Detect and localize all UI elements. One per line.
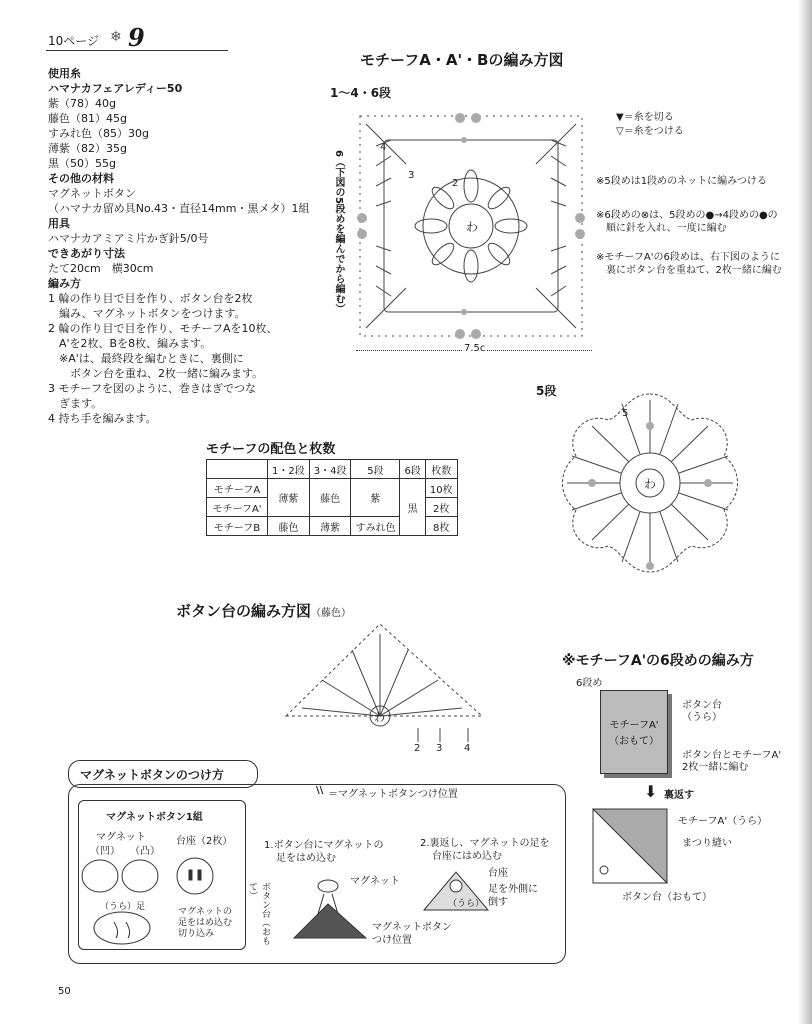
table-cell: 藤色 [309,479,351,517]
size-heading: できあがり寸法 [48,247,125,260]
row-number: 3 [436,743,443,752]
method-step: 1 輪の作り目で目を作り、ボタン台を2枚 [48,292,253,305]
button-base-title-text: ボタン台の編み方図 [176,602,312,620]
button-base-diagram [282,620,492,752]
flipped-motif-diagram [592,808,668,884]
center-ring-label: わ [466,220,479,234]
method-heading: 編み方 [48,277,81,290]
step1-side-label: ボタン台（おもて） [247,882,270,945]
table-row [207,479,458,498]
table-cell: モチーフA' [207,498,268,517]
base-label: 台座（2枚） [176,836,233,847]
step1-line1: 1.ボタン台にマグネットの [264,840,384,851]
rounds-label: 1〜4・6段 [330,86,392,100]
round5-diagram [552,386,748,580]
step1-magnet-label: マグネット [350,876,400,887]
table-header-cell: 枚数 [425,460,457,479]
table-cell: すみれ色 [351,517,400,536]
method-step: 4 持ち手を編みます。 [48,412,157,425]
base-back-label: ボタン台 [682,700,722,711]
note-line: 裏にボタン台を重ねて、2枚一緒に編む [596,265,782,276]
step2-foot-label: 足を外側に [488,884,538,895]
other-line: マグネットボタン [48,187,136,200]
other-line: （ハマナカ留め具No.43・直径14mm・黒メタ）1組 [48,202,310,215]
table-header-cell: 5段 [351,460,400,479]
yarn-heading: 使用糸 [48,67,81,80]
cut-label3: 切り込み [178,929,215,939]
together-label2: 2枚一緒に編む [682,762,749,773]
step1-diagram [290,874,370,944]
step1-pos-label: マグネットボタン [372,922,452,933]
magnet-title: マグネットボタンのつけ方 [80,768,224,782]
materials-block [48,66,309,426]
motif-a-prime-front: （おもて） [609,736,659,747]
width-label: 7.5c [464,343,486,354]
method-step: ※A'は、最終段を編むときに、裏側に [48,352,244,365]
header-rule [46,50,228,51]
color-table [206,459,458,536]
round-mark: 5 [622,408,629,419]
a-prime-round: 6段め [576,678,603,689]
yarn-line: すみれ色（85）30g [48,127,149,140]
button-base-title [176,600,351,621]
note-line: ※5段めは1段めのネットに編みつける [596,176,767,187]
button-base-color: （藤色） [311,608,352,619]
foot-label: 足 [136,902,146,912]
table-cell: 薄紫 [268,479,310,517]
other-heading: その他の材料 [48,172,114,185]
page-ref: 10ページ [48,34,100,48]
round-mark: 2 [452,178,459,189]
magnet-pos-icon: \\ [316,785,324,796]
method-step: 3 モチーフを図のように、巻きはぎでつな [48,382,256,395]
step2-back-label: （うら） [448,899,485,909]
step2-line2: 台座にはめ込む [432,851,502,862]
page-edge [798,0,812,1024]
step1-line2: 足をはめ込む [276,853,336,864]
legend-attach: ▽＝糸をつける [616,126,684,137]
arrow-down-icon: ⬇ [644,782,658,801]
table-cell: 黒 [400,479,425,536]
motif-back-label: モチーフA'（うら） [678,816,768,827]
convex-label: （凸） [130,846,160,857]
table-header-cell: 1・2段 [268,460,310,479]
concave-label: （凹） [90,846,120,857]
page-number: 50 [58,986,71,997]
base-front-label: ボタン台（おもて） [622,892,712,903]
row-number: 2 [414,743,421,752]
table-row [207,460,458,479]
together-label: ボタン台とモチーフA' [682,750,782,761]
table-cell: 8枚 [425,517,457,536]
flip-label: 裏返す [664,790,694,801]
note-line: ※モチーフA'の6段めは、右下図のように [596,252,780,263]
magnet-pos-legend: ＝マグネットボタンつけ位置 [328,789,458,800]
table-header-cell [207,460,268,479]
method-step: 編み、マグネットボタンをつけます。 [48,307,246,320]
round-mark: 3 [408,170,415,181]
snowflake-icon: ❄ [110,29,122,45]
square-motif-diagram [346,106,596,362]
base-back-label2: （うら） [682,712,722,723]
table-cell: 10枚 [425,479,457,498]
pattern-number: 9 [128,23,145,52]
side-label: 6（下図の5段めを編んでから編む） [333,150,344,314]
color-table-title: モチーフの配色と枚数 [206,442,336,457]
tools-line: ハマナカアミアミ片かぎ針5/0号 [48,232,209,245]
table-header-cell: 3・4段 [309,460,351,479]
motif-diagram-title: モチーフA・A'・Bの編み方図 [360,51,564,69]
note-line: 順に針を入れ、一度に編む [596,223,727,234]
table-header-cell: 6段 [400,460,425,479]
center-ring-label: わ [374,711,385,724]
step2-base-label: 台座 [488,868,508,879]
back-label: （うら） [100,902,137,912]
legend-cut: ▼＝糸を切る [616,112,674,123]
row-number: 4 [464,743,471,752]
table-cell: モチーフA [207,479,268,498]
yarn-line: 薄紫（82）35g [48,142,127,155]
yarn-line: 紫（78）40g [48,97,116,110]
magnet-set-label: マグネットボタン1組 [106,812,203,823]
step2-foot-label2: 倒す [488,897,508,908]
step2-line1: 2.裏返し、マグネットの足を [420,838,550,849]
yarn-line: 黒（50）55g [48,157,116,170]
center-ring-label: わ [644,477,657,491]
table-cell: 薄紫 [309,517,351,536]
round-mark: 4 [380,142,387,153]
method-step: ぎます。 [48,397,103,410]
magnet-label: マグネット [96,832,146,843]
note-line: ※6段めの⊗は、5段めの●→4段めの●の [596,210,778,221]
step1-pos-label2: つけ位置 [372,935,412,946]
yarn-name: ハマナカフェアレディー50 [48,82,183,95]
table-cell: 紫 [351,479,400,517]
method-step: ボタン台を重ね、2枚一緒に編みます。 [48,367,264,380]
stitch-label: まつり縫い [682,838,732,849]
method-step: A'を2枚、Bを8枚、編みます。 [48,337,212,350]
round5-label: 5段 [536,384,557,398]
cut-label: マグネットの [178,907,232,917]
yarn-line: 藤色（81）45g [48,112,127,125]
method-step: 2 輪の作り目で目を作り、モチーフAを10枚、 [48,322,278,335]
table-cell: モチーフB [207,517,268,536]
size-line: たて20cm 横30cm [48,262,154,275]
a-prime-title: ※モチーフA'の6段めの編み方 [562,653,754,669]
table-cell: 藤色 [268,517,310,536]
table-cell: 2枚 [425,498,457,517]
motif-a-prime-label: モチーフA' [609,720,659,731]
cut-label2: 足をはめ込む [178,918,233,928]
tools-heading: 用具 [48,217,70,230]
